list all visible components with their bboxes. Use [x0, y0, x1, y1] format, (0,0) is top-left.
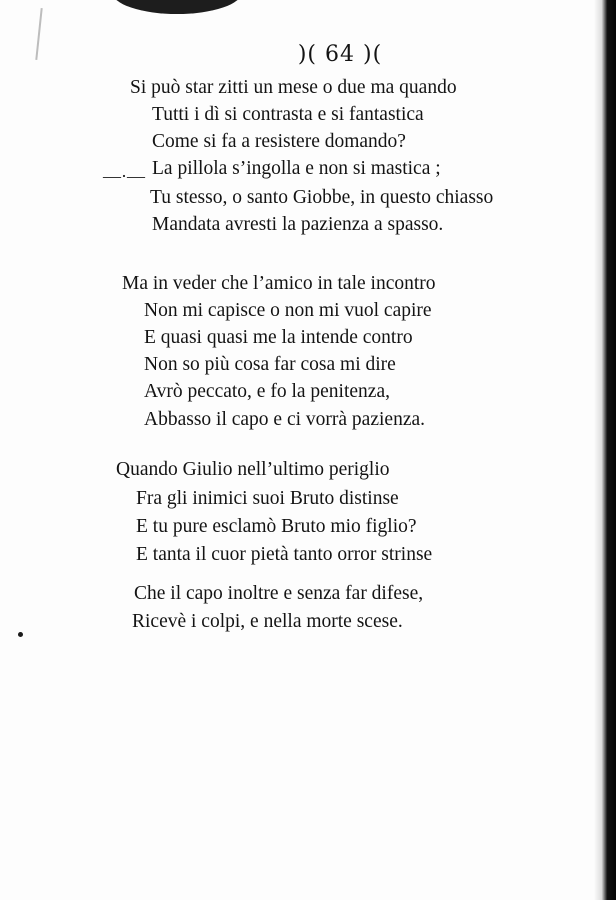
ink-dot	[18, 632, 23, 637]
verse-line: La pillola s’ingolla e non si mastica ;	[152, 158, 441, 179]
verse-line: Tu stesso, o santo Giobbe, in questo chiasso	[150, 187, 494, 208]
ink-blot	[112, 0, 242, 14]
verse-line: Come si fa a resistere domando?	[152, 131, 406, 152]
verse-line: Abbasso il capo e ci vorrà pazienza.	[144, 409, 425, 430]
margin-mark: —·—	[103, 166, 145, 186]
page-number: )( 64 )(	[297, 42, 383, 67]
verse-line: Quando Giulio nell’ultimo periglio	[116, 459, 390, 480]
verse-line: Si può star zitti un mese o due ma quando	[130, 77, 457, 98]
verse-line: Tutti i dì si contrasta e si fantastica	[152, 104, 424, 125]
verse-line: Ma in veder che l’amico in tale incontro	[122, 273, 436, 294]
verse-line: Fra gli inimici suoi Bruto distinse	[136, 488, 399, 509]
verse-line: Mandata avresti la pazienza a spasso.	[152, 214, 444, 235]
verse-line: E tanta il cuor pietà tanto orror strinse	[136, 544, 433, 565]
verse-line: E quasi quasi me la intende contro	[144, 327, 413, 348]
verse-line: Avrò peccato, e fo la penitenza,	[144, 381, 390, 402]
verse-line: E tu pure esclamò Bruto mio figlio?	[136, 516, 417, 537]
verse-line: Che il capo inoltre e senza far difese,	[134, 583, 424, 604]
verse-line: Non mi capisce o non mi vuol capire	[144, 300, 432, 321]
verse-line: Ricevè i colpi, e nella morte scese.	[132, 611, 403, 632]
verse-line: Non so più cosa far cosa mi dire	[144, 354, 396, 375]
page-edge-shadow	[594, 0, 616, 900]
